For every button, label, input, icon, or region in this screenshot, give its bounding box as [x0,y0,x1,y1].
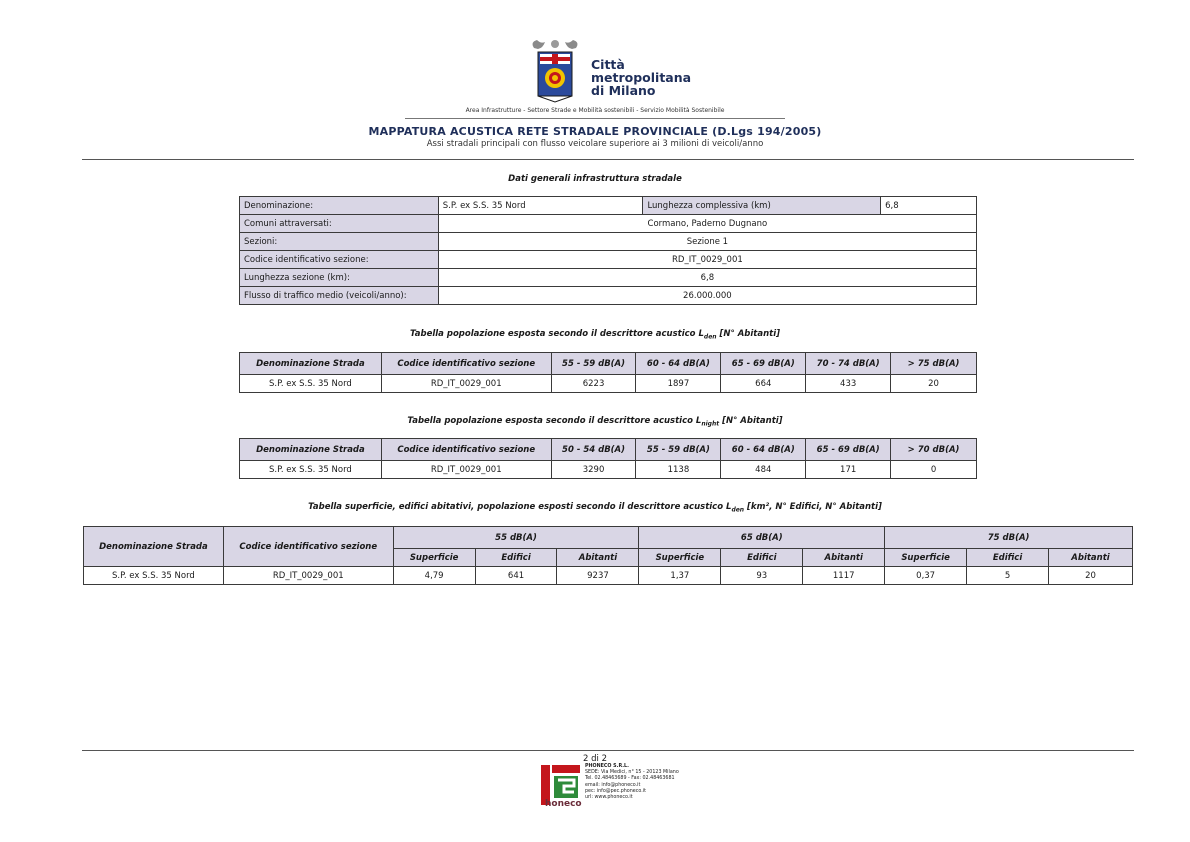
table-cell: 1897 [636,375,721,393]
table-row [240,461,977,479]
table-row [240,375,977,393]
denominazione-label: Denominazione: [240,197,439,215]
comuni-label: Comuni attraversati: [240,215,439,233]
col-header: Codice identificativo sezione [381,439,551,461]
caption-subscript: den [703,333,717,341]
col-header: 70 - 74 dB(A) [806,353,891,375]
table-cell: S.P. ex S.S. 35 Nord [240,375,382,393]
codice-label: Codice identificativo sezione: [240,251,439,269]
table-cell: 664 [721,375,806,393]
sub-header: Superficie [639,549,721,567]
table-row [240,287,977,305]
table-cell: 1138 [636,461,721,479]
caption-text: Tabella popolazione esposta secondo il descrittore acustico L [407,416,702,426]
sub-header: Edifici [475,549,557,567]
caption-suffix: [N° Abitanti] [719,416,783,426]
col-header: 60 - 64 dB(A) [721,439,806,461]
surface-table-caption [0,502,1190,514]
sub-header: Abitanti [1048,549,1132,567]
sub-header: Abitanti [803,549,885,567]
col-header: 60 - 64 dB(A) [636,353,721,375]
table-row [240,197,977,215]
caption-subscript: den [731,506,745,514]
col-header: > 75 dB(A) [891,353,977,375]
lunghezza-complessiva-value: 6,8 [881,197,977,215]
col-header: Denominazione Strada [84,527,224,567]
sub-header: Edifici [721,549,803,567]
lunghezza-complessiva-label: Lunghezza complessiva (km) [643,197,881,215]
col-header: 55 - 59 dB(A) [551,353,636,375]
col-header: 55 - 59 dB(A) [636,439,721,461]
caption-text: Tabella superficie, edifici abitativi, popolazione esposti secondo il descrittore acustico L [308,502,732,512]
caption-text: Tabella popolazione esposta secondo il descrittore acustico L [409,329,704,339]
table-cell: S.P. ex S.S. 35 Nord [84,567,224,585]
table-cell: 20 [891,375,977,393]
company-line: SEDE: Via Medici, n° 15 - 20123 Milano [585,770,679,776]
table-cell: 484 [721,461,806,479]
lden-table [239,352,977,393]
table-cell: S.P. ex S.S. 35 Nord [240,461,382,479]
col-header: Denominazione Strada [240,439,382,461]
col-header: Codice identificativo sezione [381,353,551,375]
table-header-row [240,353,977,375]
coat-of-arms-icon [528,38,582,104]
col-header: Denominazione Strada [240,353,382,375]
company-line: pec: info@pec.phoneco.it [585,788,646,794]
department-line: Area Infrastrutture - Settore Strade e Mobilità sostenibili - Servizio Mobilità Sostenibile [465,107,725,114]
company-line: url: www.phoneco.it [585,795,633,801]
org-line-1: Città [591,57,625,72]
table-cell: 0 [891,461,977,479]
comuni-value: Cormano, Paderno Dugnano [438,215,976,233]
table-cell: 1,37 [639,567,721,585]
caption-subscript: night [701,420,720,428]
table-cell: 9237 [557,567,639,585]
sub-header: Edifici [967,549,1049,567]
general-data-caption: Dati generali infrastruttura stradale [508,174,682,184]
org-line-2: metropolitana [591,70,692,85]
organization-name [591,58,691,97]
document-subtitle: Assi stradali principali con flusso veicolare superiore ai 3 milioni di veicoli/anno [426,139,764,149]
header-rule [405,118,785,119]
col-header: 50 - 54 dB(A) [551,439,636,461]
lunghezza-sezione-label: Lunghezza sezione (km): [240,269,439,287]
org-line-3: di Milano [591,83,656,98]
table-cell: 6223 [551,375,636,393]
denominazione-value: S.P. ex S.S. 35 Nord [438,197,643,215]
col-header: > 70 dB(A) [891,439,977,461]
table-cell: RD_IT_0029_001 [381,375,551,393]
table-cell: 4,79 [393,567,475,585]
caption-suffix: [N° Abitanti] [716,329,781,339]
table-cell: 0,37 [885,567,967,585]
table-cell: RD_IT_0029_001 [381,461,551,479]
lunghezza-sezione-value: 6,8 [438,269,976,287]
table-header-row [84,527,1133,549]
header-divider [82,159,1134,160]
table-cell: 433 [806,375,891,393]
table-row [240,215,977,233]
col-header: 65 - 69 dB(A) [806,439,891,461]
table-row [240,251,977,269]
table-row [84,567,1133,585]
table-cell: RD_IT_0029_001 [223,567,393,585]
sub-header: Superficie [885,549,967,567]
group-header: 65 dB(A) [639,527,885,549]
table-header-row [240,439,977,461]
sezioni-value: Sezione 1 [438,233,976,251]
table-cell: 171 [806,461,891,479]
footer-divider [82,750,1134,751]
table-cell: 93 [721,567,803,585]
lnight-table [239,438,977,479]
table-cell: 641 [475,567,557,585]
codice-value: RD_IT_0029_001 [438,251,976,269]
company-line: email: info@phoneco.it [585,782,641,788]
lden-table-caption [0,329,1190,341]
page-number: 2 di 2 [583,754,607,764]
table-cell: 5 [967,567,1049,585]
col-header: 65 - 69 dB(A) [721,353,806,375]
table-cell: 3290 [551,461,636,479]
table-row [240,269,977,287]
document-title: MAPPATURA ACUSTICA RETE STRADALE PROVINCIALE (D.Lgs 194/2005) [368,125,822,138]
company-line: PHONECO S.R.L. [585,764,629,769]
col-header: Codice identificativo sezione [223,527,393,567]
phoneco-brand-name: honeco [545,799,582,809]
general-data-table [239,196,977,305]
sezioni-label: Sezioni: [240,233,439,251]
table-cell: 1117 [803,567,885,585]
surface-table [83,526,1133,585]
caption-suffix: [km², N° Edifici, N° Abitanti] [744,502,882,512]
flusso-label: Flusso di traffico medio (veicoli/anno): [240,287,439,305]
table-row [240,233,977,251]
sub-header: Abitanti [557,549,639,567]
sub-header: Superficie [393,549,475,567]
group-header: 55 dB(A) [393,527,639,549]
group-header: 75 dB(A) [885,527,1133,549]
company-line: Tel. 02.48463689 - Fax: 02.48463681 [585,776,675,782]
table-cell: 20 [1048,567,1132,585]
company-details [585,764,679,801]
lnight-table-caption [0,416,1190,428]
flusso-value: 26.000.000 [438,287,976,305]
city-logo [528,38,692,108]
